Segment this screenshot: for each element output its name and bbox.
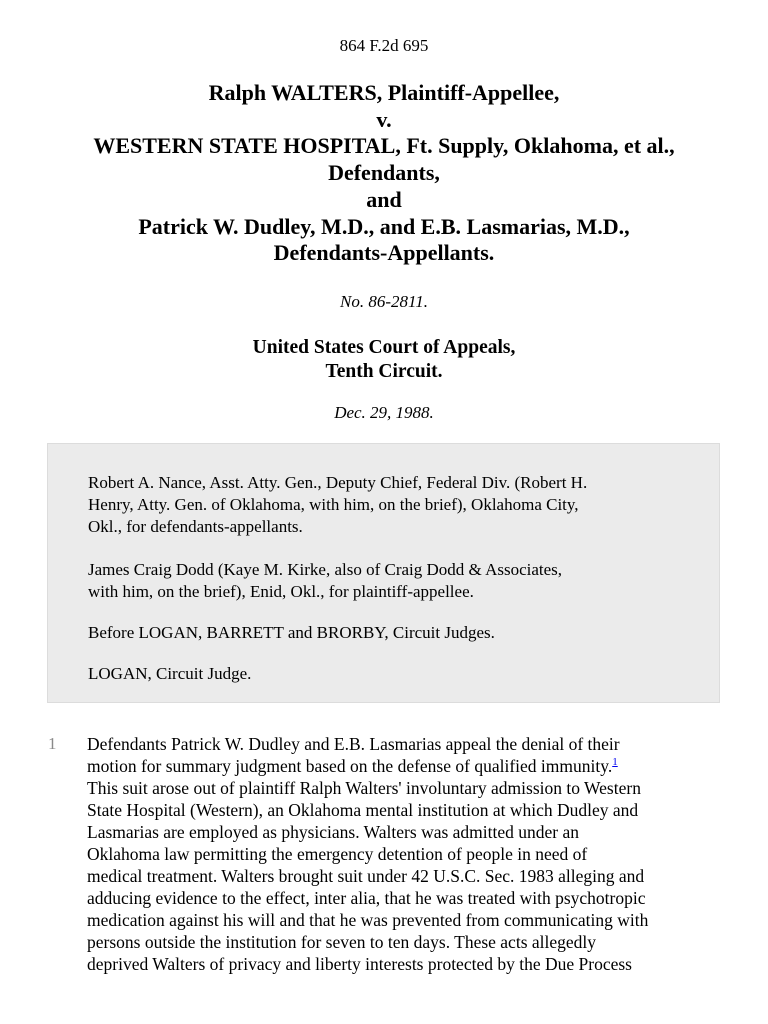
counsel-box xyxy=(47,443,720,703)
caption-defendant-hospital: WESTERN STATE HOSPITAL, Ft. Supply, Oklahoma, et al., xyxy=(93,133,675,159)
opinion-line: medication against his will and that he was prevented from communicating with xyxy=(87,910,649,930)
opinion-author: LOGAN, Circuit Judge. xyxy=(88,664,252,683)
caption-and: and xyxy=(366,186,402,212)
opinion-line: adducing evidence to the effect, inter alia, that he was treated with psychotropic xyxy=(87,888,646,908)
court-name xyxy=(0,336,768,384)
opinion-line: Lasmarias are employed as physicians. Walters was admitted under an xyxy=(87,822,579,842)
counsel-appellants-line1: Robert A. Nance, Asst. Atty. Gen., Deputy Chief, Federal Div. (Robert H. xyxy=(88,473,588,492)
opinion-line-with-footnote xyxy=(87,755,732,777)
panel-judges: Before LOGAN, BARRETT and BRORBY, Circuit Judges. xyxy=(88,623,495,642)
opinion-line: State Hospital (Western), an Oklahoma mental institution at which Dudley and xyxy=(87,800,639,820)
opinion-line-text: motion for summary judgment based on the defense of qualified immunity. xyxy=(87,756,613,776)
opinion-line: medical treatment. Walters brought suit under 42 U.S.C. Sec. 1983 alleging and xyxy=(87,866,645,886)
opinion-paragraph xyxy=(87,733,732,975)
caption-plaintiff: Ralph WALTERS, Plaintiff-Appellee, xyxy=(208,80,560,105)
decision-date: Dec. 29, 1988. xyxy=(334,403,434,422)
counsel-appellee-line2: with him, on the brief), Enid, Okl., for plaintiff-appellee. xyxy=(88,582,474,601)
counsel-appellants-line3: Okl., for defendants-appellants. xyxy=(88,517,303,536)
caption-defendants-label: Defendants, xyxy=(328,160,440,186)
opinion-line: Oklahoma law permitting the emergency detention of people in need of xyxy=(87,844,588,864)
counsel-appellee-line1: James Craig Dodd (Kaye M. Kirke, also of Craig Dodd & Associates, xyxy=(88,560,563,579)
opinion-line: This suit arose out of plaintiff Ralph Walters' involuntary admission to Western xyxy=(87,778,641,798)
caption-appellants-names: Patrick W. Dudley, M.D., and E.B. Lasmarias, M.D., xyxy=(138,213,630,239)
opinion-line: deprived Walters of privacy and liberty interests protected by the Due Process xyxy=(87,954,632,974)
docket-number: No. 86-2811. xyxy=(340,292,428,311)
caption-appellants-label: Defendants-Appellants. xyxy=(273,240,495,266)
footnote-link[interactable]: 1 xyxy=(612,756,618,769)
paragraph-number: 1 xyxy=(48,734,57,753)
case-caption xyxy=(0,80,768,267)
opinion-line: persons outside the institution for seven to ten days. These acts allegedly xyxy=(87,932,597,952)
court-name-line1: United States Court of Appeals, xyxy=(252,337,516,358)
case-citation: 864 F.2d 695 xyxy=(339,36,429,55)
counsel-appellants-line2: Henry, Atty. Gen. of Oklahoma, with him, on the brief), Oklahoma City, xyxy=(88,495,579,514)
court-name-line2: Tenth Circuit. xyxy=(325,361,443,382)
counsel-appellee xyxy=(88,559,708,603)
caption-versus: v. xyxy=(376,106,392,132)
counsel-appellants xyxy=(88,472,708,538)
opinion-line: Defendants Patrick W. Dudley and E.B. Lasmarias appeal the denial of their xyxy=(87,734,620,754)
